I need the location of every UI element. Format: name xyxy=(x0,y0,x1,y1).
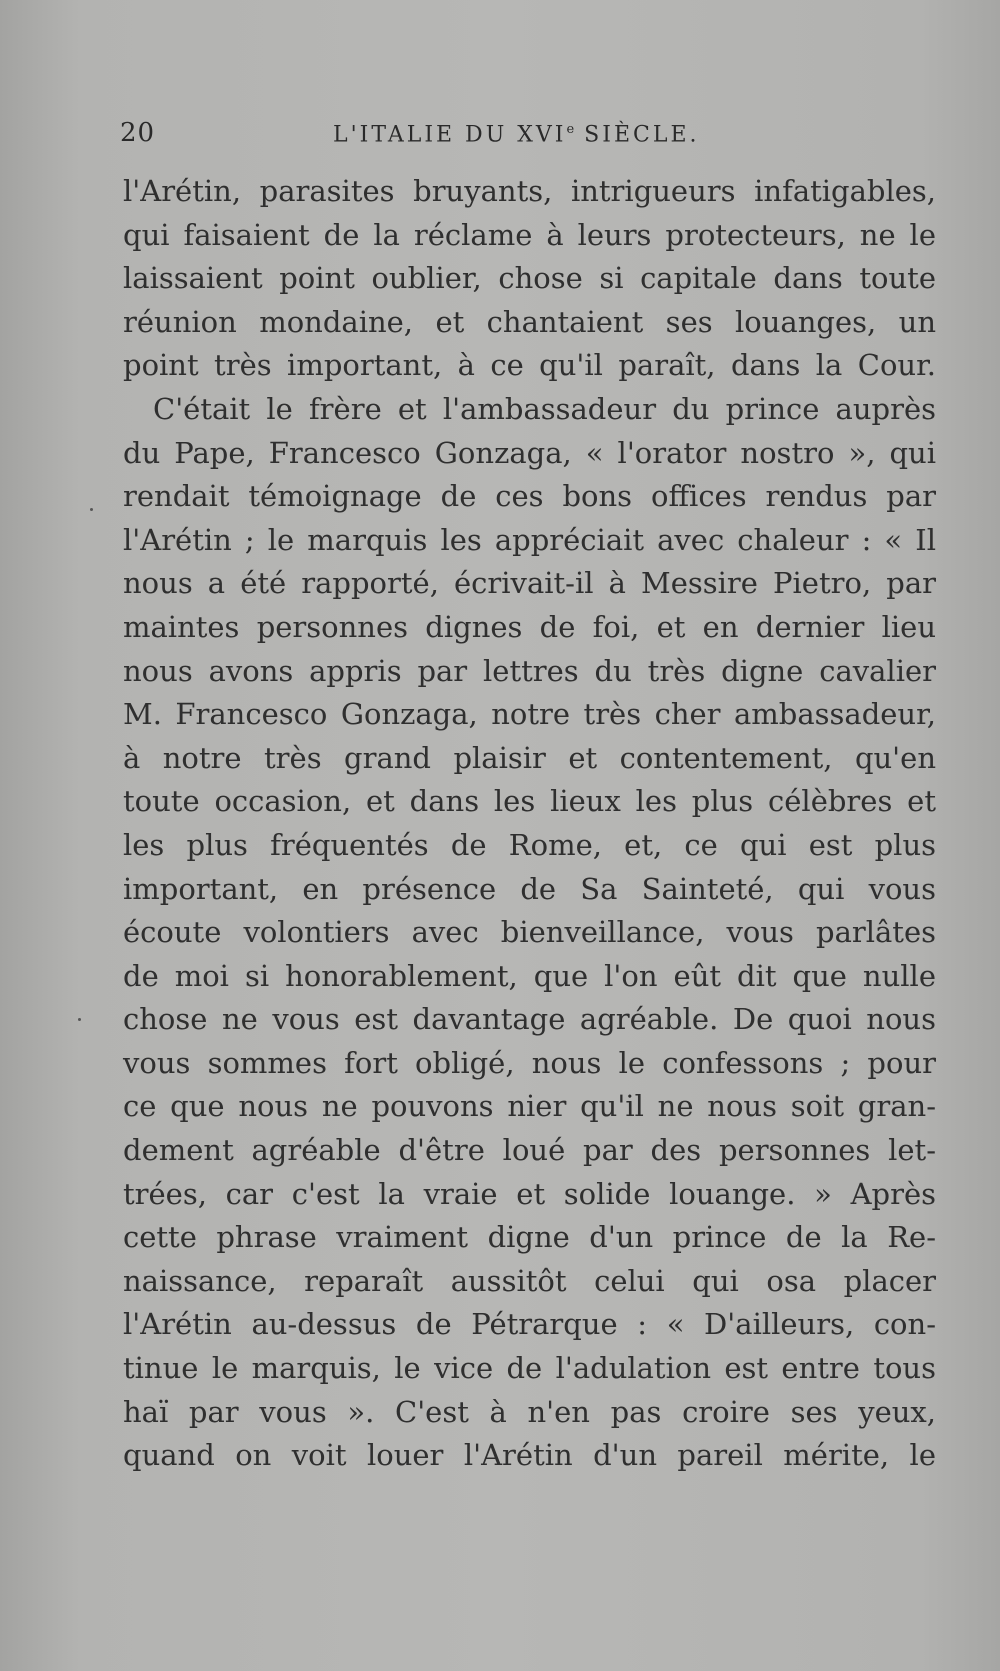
text-line: du Pape, Francesco Gonzaga, « l'orator nostro », qui xyxy=(123,435,936,470)
text-line: quand on voit louer l'Arétin d'un pareil mérite, le xyxy=(123,1438,936,1473)
text-line: nous a été rapporté, écrivait-il à Messire Pietro, par xyxy=(123,566,936,601)
text-line: haï par vous ». C'est à n'en pas croire ses yeux, xyxy=(123,1394,936,1429)
running-head-suffix: SIÈCLE. xyxy=(574,122,700,148)
text-line: écoute volontiers avec bienveillance, vous parlâtes xyxy=(123,915,936,950)
text-line: l'Arétin ; le marquis les appréciait avec chaleur : « Il xyxy=(123,522,936,557)
page-header xyxy=(120,118,935,158)
text-line: maintes personnes dignes de foi, et en dernier lieu xyxy=(123,609,936,644)
paper-speck xyxy=(78,1018,81,1021)
paper-speck xyxy=(90,508,93,511)
running-head xyxy=(333,122,700,147)
text-line: nous avons appris par lettres du très digne cavalier xyxy=(123,653,936,688)
text-line: l'Arétin au-dessus de Pétrarque : « D'ailleurs, con- xyxy=(123,1307,936,1342)
text-line: point très important, à ce qu'il paraît, dans la Cour. xyxy=(123,348,936,383)
text-line: rendait témoignage de ces bons offices rendus par xyxy=(123,479,936,514)
running-head-superscript: e xyxy=(566,122,575,137)
text-line: C'était le frère et l'ambassadeur du prince auprès xyxy=(153,391,936,426)
text-line: tinue le marquis, le vice de l'adulation est entre tous xyxy=(123,1351,936,1386)
body-text xyxy=(123,170,936,1478)
running-head-title: L'ITALIE DU XVI xyxy=(333,122,567,148)
text-line: dement agréable d'être loué par des personnes let- xyxy=(123,1133,936,1168)
text-line: trées, car c'est la vraie et solide louange. » Après xyxy=(123,1176,936,1211)
text-line: l'Arétin, parasites bruyants, intrigueurs infatigables, xyxy=(123,174,936,208)
text-line: réunion mondaine, et chantaient ses louanges, un xyxy=(123,304,936,339)
text-line: important, en présence de Sa Sainteté, qui vous xyxy=(123,871,936,906)
text-line: chose ne vous est davantage agréable. De quoi nous xyxy=(123,1002,936,1037)
text-line: M. Francesco Gonzaga, notre très cher ambassadeur, xyxy=(123,697,936,732)
page-number: 20 xyxy=(120,118,156,148)
text-line: laissaient point oublier, chose si capitale dans toute xyxy=(123,261,936,296)
text-line: ce que nous ne pouvons nier qu'il ne nous soit gran- xyxy=(123,1089,936,1124)
text-line: de moi si honorablement, que l'on eût dit que nulle xyxy=(123,958,936,993)
text-line: les plus fréquentés de Rome, et, ce qui est plus xyxy=(123,827,936,862)
text-line: naissance, reparaît aussitôt celui qui osa placer xyxy=(123,1263,936,1298)
text-line: vous sommes fort obligé, nous le confessons ; pour xyxy=(123,1045,936,1080)
text-line: à notre très grand plaisir et contentement, qu'en xyxy=(123,740,936,775)
text-line: cette phrase vraiment digne d'un prince de la Re- xyxy=(123,1220,936,1255)
text-line: toute occasion, et dans les lieux les plus célèbres et xyxy=(123,784,936,819)
text-line: qui faisaient de la réclame à leurs protecteurs, ne le xyxy=(123,217,936,252)
